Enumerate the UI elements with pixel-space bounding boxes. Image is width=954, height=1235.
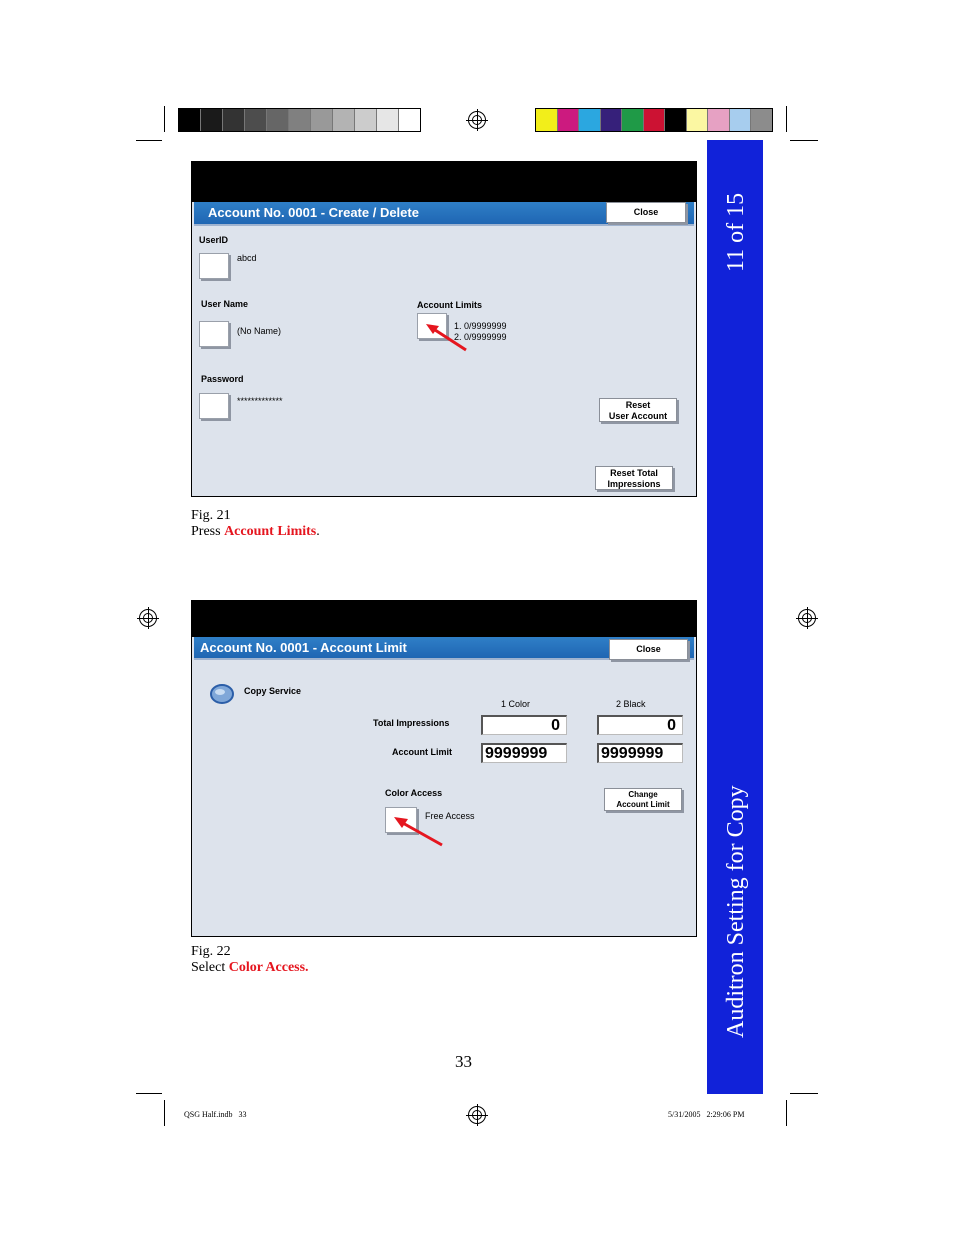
reset-total-impressions-button[interactable] <box>595 466 673 490</box>
color-swatch <box>536 109 558 131</box>
reset-user-account-line1: Reset <box>625 400 651 410</box>
fig22-caption-prefix: Select <box>191 960 229 975</box>
fig21-title: Account No. 0001 - Create / Delete <box>208 205 419 220</box>
password-label: Password <box>201 374 244 384</box>
color-swatch <box>601 109 623 131</box>
change-account-limit-line1: Change <box>628 790 658 799</box>
column-header-black: 2 Black <box>616 699 646 709</box>
userid-button[interactable] <box>199 253 229 279</box>
account-limits-label: Account Limits <box>417 300 483 310</box>
reset-total-impressions-line2: Impressions <box>607 479 661 489</box>
fig21-caption-text <box>191 524 320 540</box>
color-swatch <box>708 109 730 131</box>
fig22-screen <box>191 600 697 937</box>
grayscale-swatch <box>311 109 333 131</box>
fig22-caption-highlight: Color Access. <box>228 960 309 975</box>
fig22-title: Account No. 0001 - Account Limit <box>200 640 407 655</box>
grayscale-calibration-bar <box>178 108 421 132</box>
userid-label: UserID <box>199 235 229 245</box>
fig21-screen <box>191 161 697 497</box>
fig21-caption-suffix: . <box>316 524 320 539</box>
total-impressions-color: 0 <box>481 715 567 735</box>
color-swatch <box>622 109 644 131</box>
grayscale-swatch <box>377 109 399 131</box>
color-swatch <box>665 109 687 131</box>
color-swatch <box>579 109 601 131</box>
change-account-limit-button[interactable] <box>604 788 682 811</box>
grayscale-swatch <box>201 109 223 131</box>
color-swatch <box>730 109 752 131</box>
reset-user-account-button[interactable] <box>599 398 677 422</box>
account-limit-black: 9999999 <box>597 743 683 763</box>
registration-mark-bottom-icon <box>468 1106 486 1124</box>
registration-mark-right-icon <box>798 609 816 627</box>
username-button[interactable] <box>199 321 229 347</box>
grayscale-swatch <box>245 109 267 131</box>
grayscale-swatch <box>179 109 201 131</box>
reset-user-account-line2: User Account <box>608 411 668 421</box>
column-header-color: 1 Color <box>501 699 531 709</box>
reset-total-impressions-line1: Reset Total <box>610 468 658 478</box>
page-number: 33 <box>455 1052 472 1071</box>
fig21-caption-prefix: Press <box>191 524 225 539</box>
fig21-caption-number: Fig. 21 <box>191 508 231 523</box>
account-limit-color: 9999999 <box>481 743 567 763</box>
color-swatch <box>558 109 580 131</box>
fig22-top-bar <box>192 601 696 637</box>
total-impressions-label: Total Impressions <box>373 718 450 728</box>
username-value: (No Name) <box>237 326 282 336</box>
registration-mark-left-icon <box>139 609 157 627</box>
grayscale-swatch <box>223 109 245 131</box>
sidebar-page-count: 11 of 15 <box>723 192 749 272</box>
sidebar-section-title: Auditron Setting for Copy <box>723 785 749 1038</box>
pointer-arrow-icon <box>422 322 472 354</box>
fig21-top-bar <box>192 162 696 202</box>
color-access-value: Free Access <box>425 811 475 821</box>
account-limits-line2: 2. 0/9999999 <box>454 332 507 342</box>
account-limits-line1: 1. 0/9999999 <box>454 321 507 331</box>
total-impressions-black: 0 <box>597 715 683 735</box>
account-limit-label: Account Limit <box>392 747 452 757</box>
copy-service-label: Copy Service <box>244 686 302 696</box>
fig21-caption-highlight: Account Limits <box>224 524 317 539</box>
grayscale-swatch <box>267 109 289 131</box>
close-button[interactable]: Close <box>609 639 688 660</box>
username-label: User Name <box>201 299 249 309</box>
pointer-arrow-icon <box>390 815 448 849</box>
grayscale-swatch <box>399 109 420 131</box>
userid-value: abcd <box>237 253 257 263</box>
footer-file-name: QSG Half.indb 33 <box>184 1110 247 1119</box>
grayscale-swatch <box>333 109 355 131</box>
fig22-caption-number: Fig. 22 <box>191 944 231 959</box>
close-button[interactable]: Close <box>606 202 686 223</box>
footer-timestamp: 5/31/2005 2:29:06 PM <box>668 1110 745 1119</box>
grayscale-swatch <box>289 109 311 131</box>
color-calibration-bar <box>535 108 773 132</box>
change-account-limit-line2: Account Limit <box>616 800 670 809</box>
fig21-caption <box>191 508 320 540</box>
fig22-caption <box>191 944 309 976</box>
password-value: ************* <box>237 396 283 406</box>
color-swatch <box>751 109 772 131</box>
grayscale-swatch <box>355 109 377 131</box>
section-sidebar <box>707 140 763 1094</box>
fig22-caption-text <box>191 960 309 976</box>
registration-mark-top-icon <box>468 111 486 129</box>
copy-service-radio-icon[interactable] <box>209 683 235 705</box>
color-swatch <box>644 109 666 131</box>
color-swatch <box>687 109 709 131</box>
password-button[interactable] <box>199 393 229 419</box>
color-access-label: Color Access <box>385 788 443 798</box>
